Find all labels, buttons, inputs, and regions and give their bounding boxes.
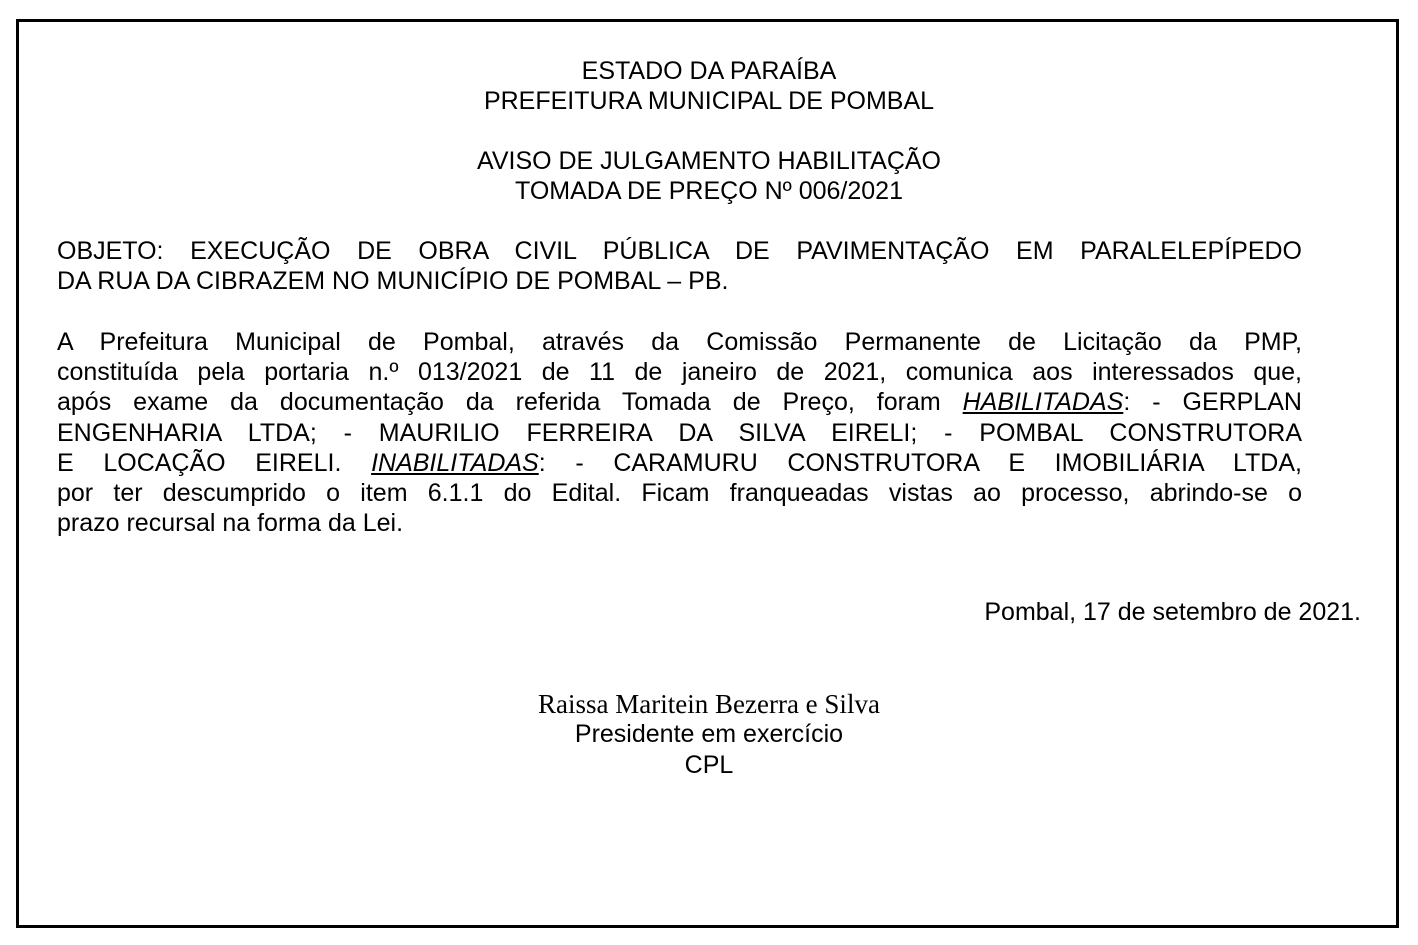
body-line-1: A Prefeitura Municipal de Pombal, através da Comissão Permanente de Licitação da PMP, bbox=[57, 328, 1302, 356]
body-line-3 bbox=[57, 387, 1302, 417]
body-line-3-rest: : - GERPLAN bbox=[1123, 388, 1302, 416]
body-line-6: por ter descumprido o item 6.1.1 do Edital. Ficam franqueadas vistas ao processo, abrindo-se o bbox=[57, 479, 1302, 507]
habilitadas-label: HABILITADAS bbox=[962, 388, 1124, 416]
objeto-line-2: DA RUA DA CIBRAZEM NO MUNICÍPIO DE POMBAL – PB. bbox=[57, 267, 729, 295]
body-line-5-rest: : - CARAMURU CONSTRUTORA E IMOBILIÁRIA LTDA, bbox=[538, 449, 1302, 477]
date-line: Pombal, 17 de setembro de 2021. bbox=[984, 598, 1361, 626]
notice-subtitle: TOMADA DE PREÇO Nº 006/2021 bbox=[515, 177, 903, 205]
signature-role: Presidente em exercício bbox=[574, 720, 844, 748]
inabilitadas-label: INABILITADAS bbox=[371, 449, 539, 477]
signature-name: Raissa Maritein Bezerra e Silva bbox=[538, 689, 880, 719]
state-heading: ESTADO DA PARAÍBA bbox=[581, 57, 837, 85]
objeto-line-1: OBJETO: EXECUÇÃO DE OBRA CIVIL PÚBLICA DE PAVIMENTAÇÃO EM PARALELEPÍPEDO bbox=[57, 237, 1302, 265]
body-line-5-text: E LOCAÇÃO EIRELI. bbox=[57, 449, 372, 477]
prefecture-heading: PREFEITURA MUNICIPAL DE POMBAL bbox=[483, 87, 935, 115]
body-line-5 bbox=[57, 448, 1302, 478]
body-line-2: constituída pela portaria n.º 013/2021 de 11 de janeiro de 2021, comunica aos interessados que, bbox=[57, 358, 1302, 386]
signature-unit: CPL bbox=[684, 751, 734, 779]
body-line-3-text: após exame da documentação da referida Tomada de Preço, foram bbox=[57, 388, 963, 416]
body-line-4: ENGENHARIA LTDA; - MAURILIO FERREIRA DA SILVA EIRELI; - POMBAL CONSTRUTORA bbox=[57, 419, 1302, 447]
notice-title: AVISO DE JULGAMENTO HABILITAÇÃO bbox=[477, 147, 941, 175]
body-line-7: prazo recursal na forma da Lei. bbox=[57, 509, 404, 537]
